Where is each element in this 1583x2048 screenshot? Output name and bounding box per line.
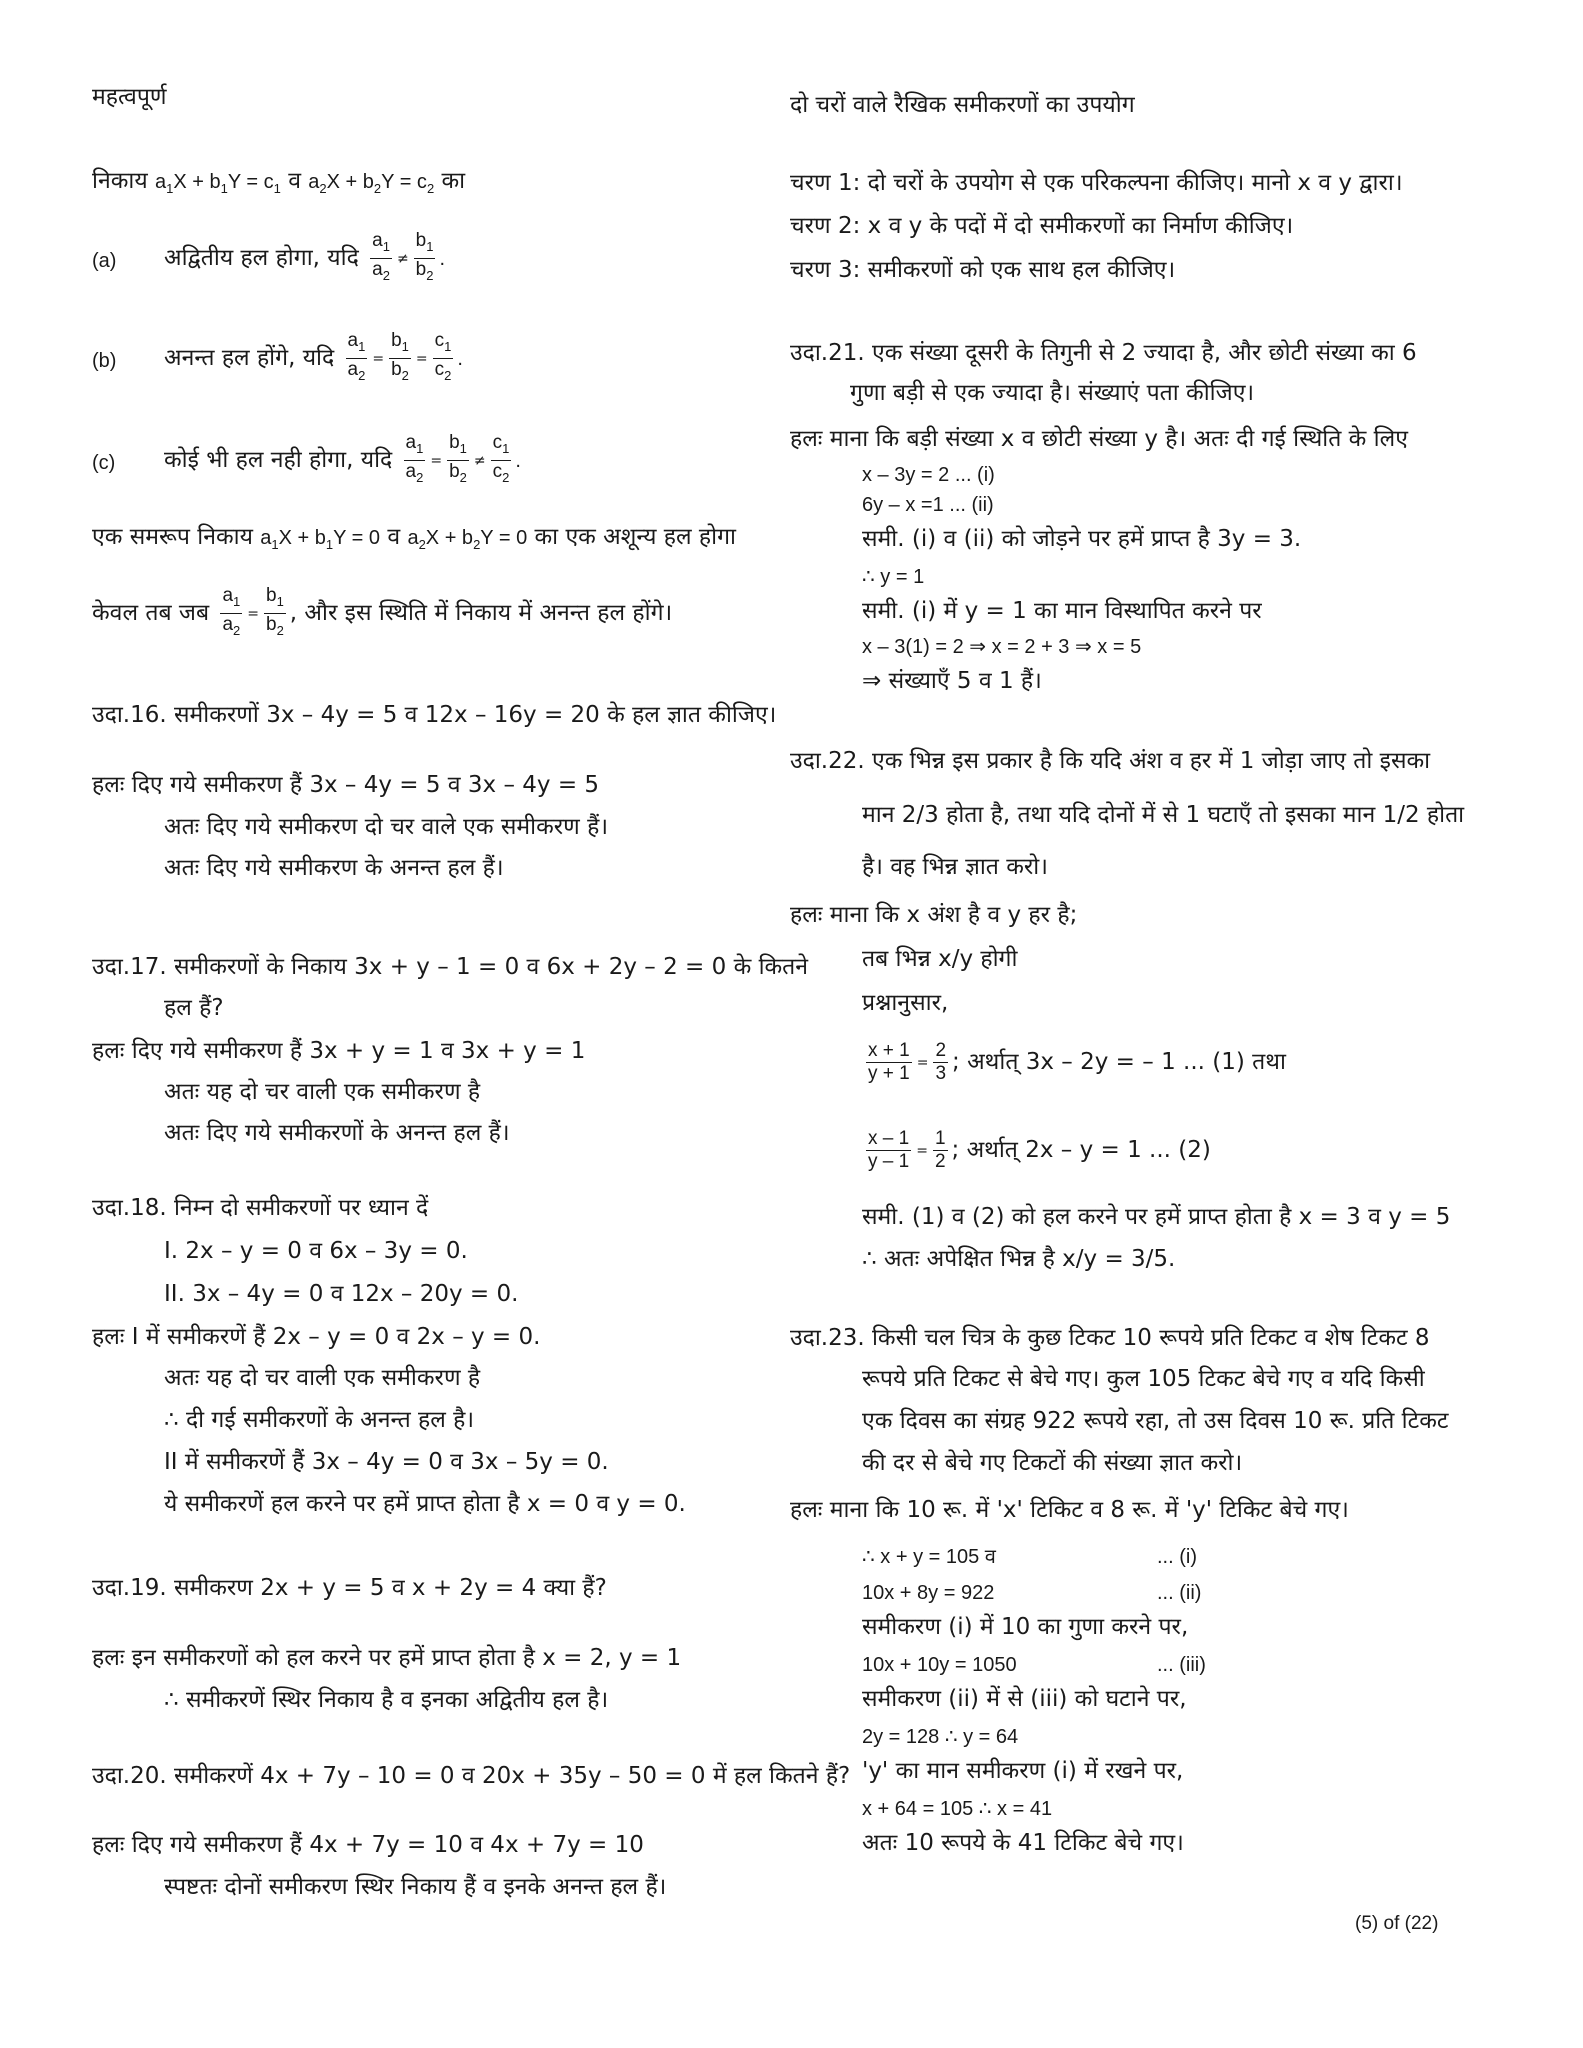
example-23-label-ii: ... (ii) xyxy=(1157,1582,1202,1604)
example-23-label-i: ... (i) xyxy=(1157,1546,1197,1568)
homogeneous-condition: केवल तब जब $\frac{a_1}{a_2}$ = $\frac{b_1}{b_2}$ , और इस स्थिति में निकाय में अनन्त हल होंगे। xyxy=(92,585,673,638)
example-23-solution-1: हलः माना कि 10 रू. में 'x' टिकिट व 8 रू. में 'y' टिकिट बेचे गए। xyxy=(790,1497,1349,1523)
example-21-question-2: गुणा बड़ी से एक ज्यादा है। संख्याएं पता कीजिए। xyxy=(850,380,1255,406)
example-23-question-2: रूपये प्रति टिकट से बेचे गए। कुल 105 टिकट बेचे गए व यदि किसी xyxy=(862,1366,1425,1392)
example-23-solution-2: ∴ x + y = 105 व xyxy=(862,1546,996,1568)
example-18-question: उदा.18. निम्न दो समीकरणों पर ध्यान दें xyxy=(92,1195,429,1221)
example-20-question: उदा.20. समीकरणें 4x + 7y – 10 = 0 व 20x + 35y – 50 = 0 में हल कितने हैं? xyxy=(92,1763,851,1789)
example-18-solution-1: हलः I में समीकरणें हैं 2x – y = 0 व 2x – y = 0. xyxy=(92,1324,541,1350)
example-23-solution-10: अतः 10 रूपये के 41 टिकिट बेचे गए। xyxy=(862,1830,1184,1856)
example-20-solution-1: हलः दिए गये समीकरण हैं 4x + 7y = 10 व 4x + 7y = 10 xyxy=(92,1832,644,1858)
example-17-question-2: हल हैं? xyxy=(164,995,224,1021)
step-2: चरण 2: x व y के पदों में दो समीकरणों का निर्माण कीजिए। xyxy=(790,213,1294,239)
example-22-solution-5: ∴ अतः अपेक्षित भिन्न है x/y = 3/5. xyxy=(862,1246,1176,1272)
example-19-question: उदा.19. समीकरण 2x + y = 5 व x + 2y = 4 क्या हैं? xyxy=(92,1575,607,1601)
example-16-solution-3: अतः दिए गये समीकरण के अनन्त हल हैं। xyxy=(164,855,504,881)
example-16-solution-2: अतः दिए गये समीकरण दो चर वाले एक समीकरण हैं। xyxy=(164,814,609,840)
example-21-solution-5: ∴ y = 1 xyxy=(862,566,925,588)
example-18-solution-2: अतः यह दो चर वाली एक समीकरण है xyxy=(164,1365,481,1391)
example-23-solution-5: 10x + 10y = 1050 xyxy=(862,1654,1017,1676)
example-21-solution-8: ⇒ संख्याएँ 5 व 1 हैं। xyxy=(862,668,1042,694)
example-16-solution-1: हलः दिए गये समीकरण हैं 3x – 4y = 5 व 3x – 4y = 5 xyxy=(92,772,600,798)
fraction-b1-b2: $\frac{b_1}{b_2}$ xyxy=(415,230,434,283)
example-18-part-i: I. 2x – y = 0 व 6x – 3y = 0. xyxy=(164,1238,468,1264)
step-3: चरण 3: समीकरणों को एक साथ हल कीजिए। xyxy=(790,257,1176,283)
example-18-solution-5: ये समीकरणें हल करने पर हमें प्राप्त होता है x = 0 व y = 0. xyxy=(164,1491,686,1517)
equation-1: $a_1X + b_1Y = c_1$ xyxy=(155,171,281,196)
example-22-equation-1: $\frac{x + 1}{y + 1}$ = $\frac{2}{3}$ ; अर्थात् 3x – 2y = – 1 ... (1) तथा xyxy=(868,1040,1286,1084)
page-heading-left: महत्वपूर्ण xyxy=(92,84,167,110)
example-19-solution-2: ∴ समीकरणें स्थिर निकाय है व इनका अद्वितीय हल है। xyxy=(164,1687,609,1713)
example-18-solution-3: ∴ दी गई समीकरणों के अनन्त हल है। xyxy=(164,1407,475,1433)
example-23-solution-9: x + 64 = 105 ∴ x = 41 xyxy=(862,1798,1053,1820)
example-22-solution-3: प्रश्नानुसार, xyxy=(862,990,949,1016)
example-16-question: उदा.16. समीकरणों 3x – 4y = 5 व 12x – 16y = 20 के हल ज्ञात कीजिए। xyxy=(92,702,777,728)
example-23-solution-3: 10x + 8y = 922 xyxy=(862,1582,995,1604)
example-23-question-3: एक दिवस का संग्रह 922 रूपये रहा, तो उस दिवस 10 रू. प्रति टिकट xyxy=(862,1408,1449,1434)
example-21-solution-6: समी. (i) में y = 1 का मान विस्थापित करने पर xyxy=(862,598,1262,624)
example-22-solution-1: हलः माना कि x अंश है व y हर है; xyxy=(790,902,1078,928)
example-22-question-3: है। वह भिन्न ज्ञात करो। xyxy=(862,854,1048,880)
system-statement: निकाय $a_1X + b_1Y = c_1$ व $a_2X + b_2Y = c_2$ का xyxy=(92,168,466,196)
example-23-question-1: उदा.23. किसी चल चित्र के कुछ टिकट 10 रूपये प्रति टिकट व शेष टिकट 8 xyxy=(790,1325,1430,1351)
example-22-equation-2: $\frac{x - 1}{y - 1}$ = $\frac{1}{2}$ ; अर्थात् 2x – y = 1 ... (2) xyxy=(868,1128,1211,1172)
example-17-question-1: उदा.17. समीकरणों के निकाय 3x + y – 1 = 0 व 6x + 2y – 2 = 0 के कितने xyxy=(92,954,809,980)
example-21-solution-1: हलः माना कि बड़ी संख्या x व छोटी संख्या y है। अतः दी गई स्थिति के लिए xyxy=(790,426,1408,452)
example-17-solution-1: हलः दिए गये समीकरण हैं 3x + y = 1 व 3x + y = 1 xyxy=(92,1038,586,1064)
equation-2: $a_2X + b_2Y = c_2$ xyxy=(308,171,435,196)
example-22-question-2: मान 2/3 होता है, तथा यदि दोनों में से 1 घटाएँ तो इसका मान 1/2 होता xyxy=(862,802,1465,828)
example-23-question-4: की दर से बेचे गए टिकटों की संख्या ज्ञात करो। xyxy=(862,1450,1243,1476)
example-22-question-1: उदा.22. एक भिन्न इस प्रकार है कि यदि अंश व हर में 1 जोड़ा जाए तो इसका xyxy=(790,748,1431,774)
example-21-solution-4: समी. (i) व (ii) को जोड़ने पर हमें प्राप्त है 3y = 3. xyxy=(862,526,1302,552)
fraction-a1-a2: $\frac{a_1}{a_2}$ xyxy=(372,230,390,283)
example-17-solution-3: अतः दिए गये समीकरणों के अनन्त हल हैं। xyxy=(164,1120,510,1146)
example-17-solution-2: अतः यह दो चर वाली एक समीकरण है xyxy=(164,1079,481,1105)
example-23-solution-4: समीकरण (i) में 10 का गुणा करने पर, xyxy=(862,1614,1189,1640)
example-20-solution-2: स्पष्टतः दोनों समीकरण स्थिर निकाय हैं व इनके अनन्त हल हैं। xyxy=(164,1874,667,1900)
example-21-solution-3: 6y – x =1 ... (ii) xyxy=(862,494,994,516)
page-number: (5) of (22) xyxy=(1355,1913,1439,1934)
page-heading-right: दो चरों वाले रैखिक समीकरणों का उपयोग xyxy=(790,92,1135,118)
step-1: चरण 1: दो चरों के उपयोग से एक परिकल्पना कीजिए। मानो x व y द्वारा। xyxy=(790,170,1403,196)
example-23-label-iii: ... (iii) xyxy=(1157,1654,1206,1676)
example-18-solution-4: II में समीकरणें हैं 3x – 4y = 0 व 3x – 5y = 0. xyxy=(164,1449,609,1475)
example-19-solution-1: हलः इन समीकरणों को हल करने पर हमें प्राप्त होता है x = 2, y = 1 xyxy=(92,1645,682,1671)
example-23-solution-7: 2y = 128 ∴ y = 64 xyxy=(862,1726,1019,1748)
example-22-solution-2: तब भिन्न x/y होगी xyxy=(862,946,1018,972)
example-21-solution-7: x – 3(1) = 2 ⇒ x = 2 + 3 ⇒ x = 5 xyxy=(862,636,1142,658)
example-23-solution-8: 'y' का मान समीकरण (i) में रखने पर, xyxy=(862,1758,1184,1784)
example-23-solution-6: समीकरण (ii) में से (iii) को घटाने पर, xyxy=(862,1686,1187,1712)
example-21-question-1: उदा.21. एक संख्या दूसरी के तिगुनी से 2 ज्यादा है, और छोटी संख्या का 6 xyxy=(790,340,1417,366)
example-21-solution-2: x – 3y = 2 ... (i) xyxy=(862,464,995,486)
example-22-solution-4: समी. (1) व (2) को हल करने पर हमें प्राप्त होता है x = 3 व y = 5 xyxy=(862,1204,1451,1230)
example-18-part-ii: II. 3x – 4y = 0 व 12x – 20y = 0. xyxy=(164,1281,519,1307)
homogeneous-system: एक समरूप निकाय $a_1X + b_1Y = 0$ व $a_2X + b_2Y = 0$ का एक अशून्य हल होगा xyxy=(92,524,736,552)
